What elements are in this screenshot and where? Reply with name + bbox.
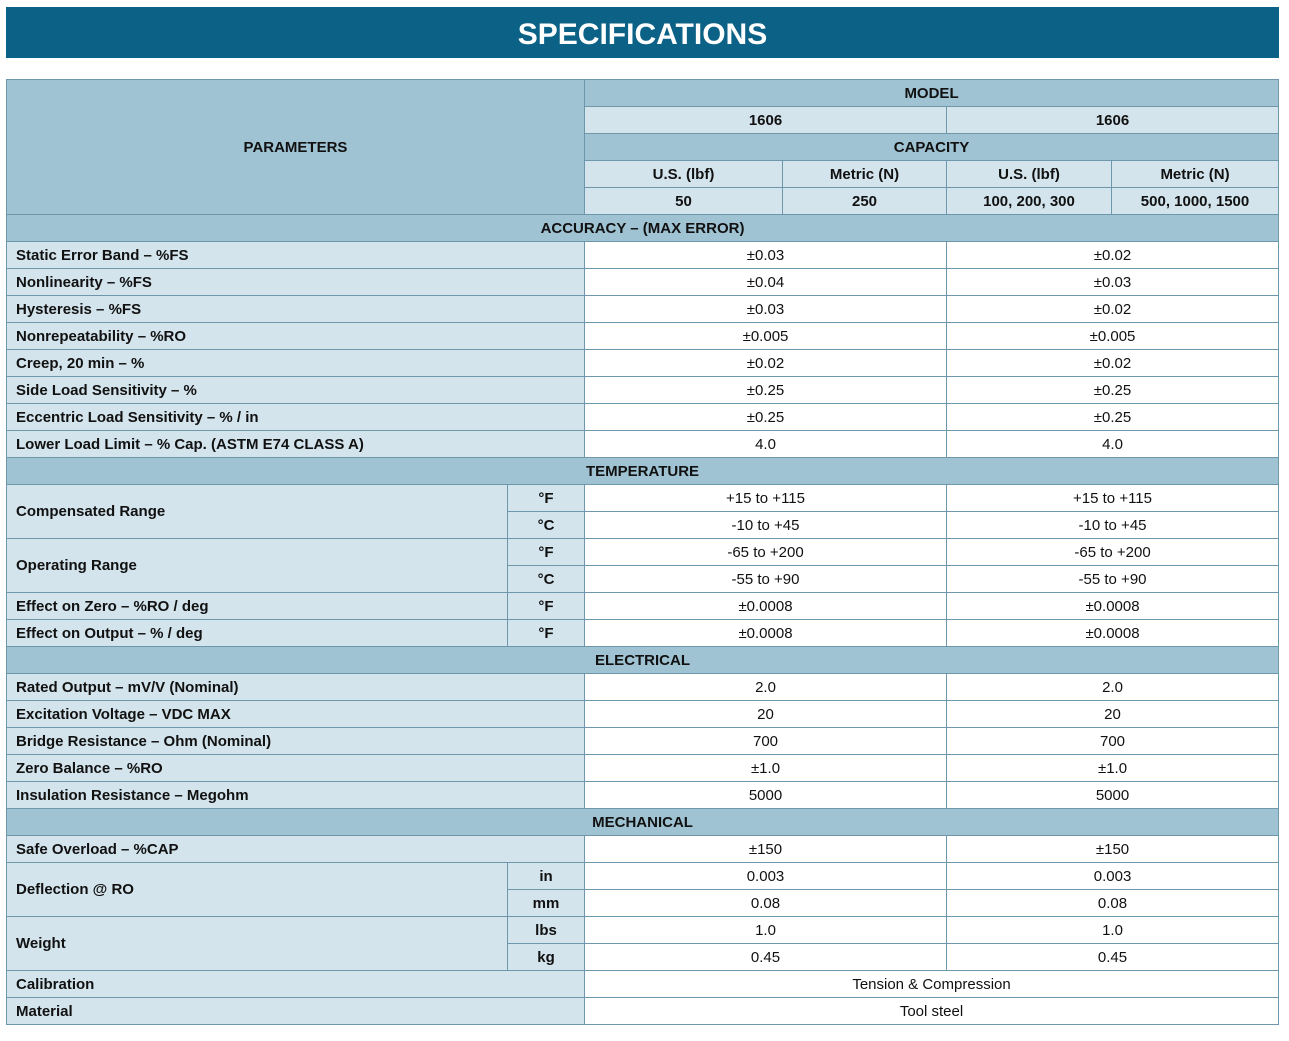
capacity-value: 250: [783, 188, 947, 215]
param-value: 0.003: [585, 863, 947, 890]
unit-label: lbs: [508, 917, 585, 944]
table-row: [7, 755, 1279, 782]
unit-label: °C: [508, 566, 585, 593]
param-value: ±0.25: [585, 377, 947, 404]
section-electrical: ELECTRICAL: [7, 647, 1279, 674]
unit-label: °F: [508, 539, 585, 566]
param-value: ±0.04: [585, 269, 947, 296]
param-value: -55 to +90: [947, 566, 1279, 593]
param-value: ±0.0008: [947, 620, 1279, 647]
param-value: ±0.25: [585, 404, 947, 431]
section-accuracy: ACCURACY – (MAX ERROR): [7, 215, 1279, 242]
param-value: ±150: [947, 836, 1279, 863]
param-value: ±0.25: [947, 404, 1279, 431]
model-value: 1606: [585, 107, 947, 134]
table-row: [7, 863, 1279, 890]
param-label: Effect on Zero – %RO / deg: [7, 593, 508, 620]
param-label: Side Load Sensitivity – %: [7, 377, 585, 404]
param-value: 4.0: [947, 431, 1279, 458]
table-row: [7, 485, 1279, 512]
param-value: ±0.005: [947, 323, 1279, 350]
param-value: ±1.0: [585, 755, 947, 782]
param-value: ±0.03: [947, 269, 1279, 296]
table-row: [7, 971, 1279, 998]
unit-header: Metric (N): [1112, 161, 1279, 188]
param-value: 2.0: [947, 674, 1279, 701]
table-row: [7, 782, 1279, 809]
table-row: [7, 998, 1279, 1025]
table-row: [7, 593, 1279, 620]
table-row: [7, 431, 1279, 458]
param-label: Effect on Output – % / deg: [7, 620, 508, 647]
param-label: Material: [7, 998, 585, 1025]
param-label: Creep, 20 min – %: [7, 350, 585, 377]
param-value: 0.003: [947, 863, 1279, 890]
table-row: [7, 674, 1279, 701]
param-label: Calibration: [7, 971, 585, 998]
param-label: Compensated Range: [7, 485, 508, 539]
param-value: 700: [947, 728, 1279, 755]
param-value: ±0.02: [947, 242, 1279, 269]
param-label: Rated Output – mV/V (Nominal): [7, 674, 585, 701]
unit-label: °F: [508, 485, 585, 512]
param-value: ±0.03: [585, 242, 947, 269]
table-row: [7, 404, 1279, 431]
param-label: Zero Balance – %RO: [7, 755, 585, 782]
table-row: [7, 350, 1279, 377]
table-row: [7, 323, 1279, 350]
param-value: -10 to +45: [585, 512, 947, 539]
param-value: 1.0: [947, 917, 1279, 944]
param-value: ±1.0: [947, 755, 1279, 782]
param-value: Tool steel: [585, 998, 1279, 1025]
param-value: ±0.0008: [585, 620, 947, 647]
param-value: 5000: [947, 782, 1279, 809]
param-label: Static Error Band – %FS: [7, 242, 585, 269]
unit-label: °F: [508, 620, 585, 647]
param-value: +15 to +115: [947, 485, 1279, 512]
table-row: [7, 917, 1279, 944]
unit-header: U.S. (lbf): [947, 161, 1112, 188]
param-value: 5000: [585, 782, 947, 809]
param-value: -55 to +90: [585, 566, 947, 593]
unit-label: °F: [508, 593, 585, 620]
model-value: 1606: [947, 107, 1279, 134]
param-label: Deflection @ RO: [7, 863, 508, 917]
param-label: Eccentric Load Sensitivity – % / in: [7, 404, 585, 431]
param-value: ±0.03: [585, 296, 947, 323]
parameters-header: PARAMETERS: [7, 80, 585, 215]
param-value: 0.08: [947, 890, 1279, 917]
param-value: 2.0: [585, 674, 947, 701]
param-value: ±0.0008: [585, 593, 947, 620]
capacity-value: 50: [585, 188, 783, 215]
table-row: [7, 836, 1279, 863]
table-row: [7, 539, 1279, 566]
param-value: Tension & Compression: [585, 971, 1279, 998]
param-value: -10 to +45: [947, 512, 1279, 539]
param-value: ±0.25: [947, 377, 1279, 404]
param-label: Insulation Resistance – Megohm: [7, 782, 585, 809]
specifications-table: [6, 79, 1279, 1025]
param-value: +15 to +115: [585, 485, 947, 512]
table-row: [7, 242, 1279, 269]
model-header: MODEL: [585, 80, 1279, 107]
param-label: Nonlinearity – %FS: [7, 269, 585, 296]
table-row: [7, 296, 1279, 323]
table-row: [7, 620, 1279, 647]
table-row: [7, 728, 1279, 755]
table-row: [7, 377, 1279, 404]
param-label: Lower Load Limit – % Cap. (ASTM E74 CLASS A): [7, 431, 585, 458]
param-value: ±0.005: [585, 323, 947, 350]
param-value: 0.45: [585, 944, 947, 971]
param-value: ±0.02: [947, 350, 1279, 377]
param-value: ±150: [585, 836, 947, 863]
unit-label: mm: [508, 890, 585, 917]
param-value: 20: [585, 701, 947, 728]
param-value: -65 to +200: [947, 539, 1279, 566]
table-row: [7, 701, 1279, 728]
section-temperature: TEMPERATURE: [7, 458, 1279, 485]
unit-header: Metric (N): [783, 161, 947, 188]
unit-label: kg: [508, 944, 585, 971]
param-value: 4.0: [585, 431, 947, 458]
param-label: Hysteresis – %FS: [7, 296, 585, 323]
capacity-value: 100, 200, 300: [947, 188, 1112, 215]
param-value: 1.0: [585, 917, 947, 944]
param-value: 0.45: [947, 944, 1279, 971]
param-label: Safe Overload – %CAP: [7, 836, 585, 863]
capacity-header: CAPACITY: [585, 134, 1279, 161]
page-title: SPECIFICATIONS: [6, 7, 1279, 58]
section-mechanical: MECHANICAL: [7, 809, 1279, 836]
param-label: Nonrepeatability – %RO: [7, 323, 585, 350]
param-value: -65 to +200: [585, 539, 947, 566]
unit-label: in: [508, 863, 585, 890]
param-value: 700: [585, 728, 947, 755]
param-value: ±0.0008: [947, 593, 1279, 620]
param-value: ±0.02: [585, 350, 947, 377]
table-row: [7, 269, 1279, 296]
param-value: 0.08: [585, 890, 947, 917]
param-value: ±0.02: [947, 296, 1279, 323]
param-label: Operating Range: [7, 539, 508, 593]
param-label: Weight: [7, 917, 508, 971]
param-label: Excitation Voltage – VDC MAX: [7, 701, 585, 728]
capacity-value: 500, 1000, 1500: [1112, 188, 1279, 215]
param-label: Bridge Resistance – Ohm (Nominal): [7, 728, 585, 755]
unit-label: °C: [508, 512, 585, 539]
unit-header: U.S. (lbf): [585, 161, 783, 188]
param-value: 20: [947, 701, 1279, 728]
